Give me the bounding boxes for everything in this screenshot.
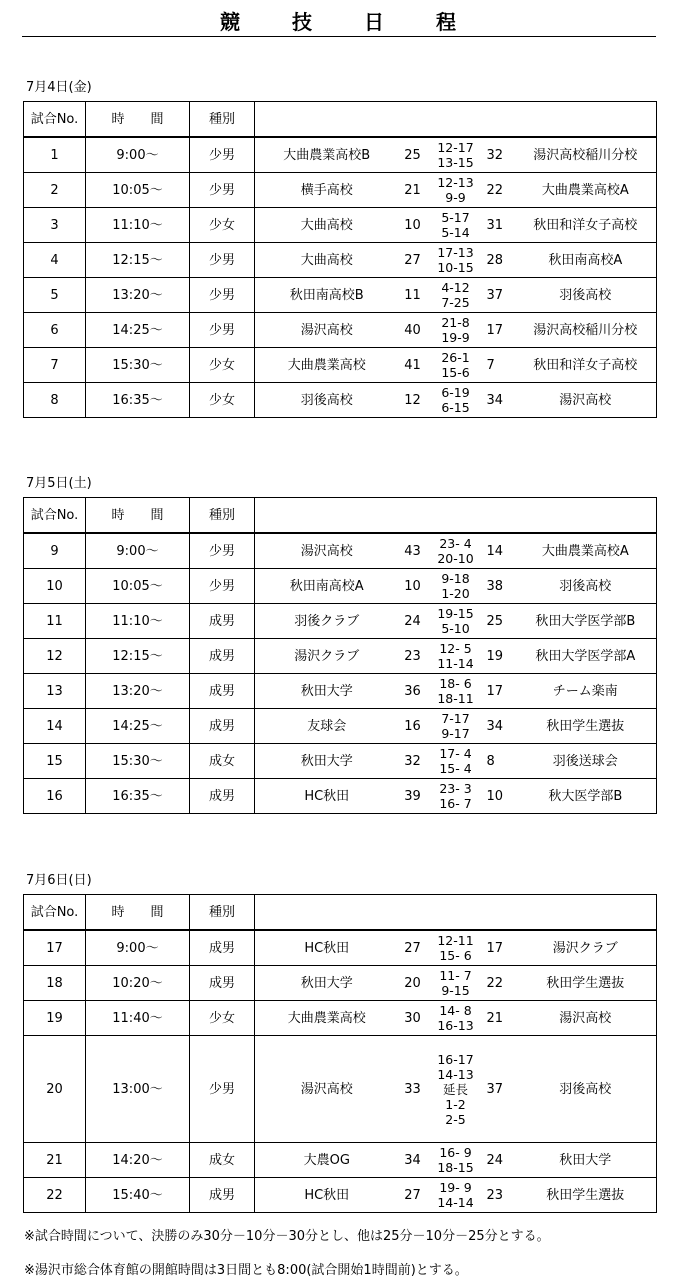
match-category: 成男 xyxy=(190,674,255,709)
score-right: 24 xyxy=(485,1143,515,1178)
score-right: 37 xyxy=(485,278,515,313)
set-scores xyxy=(427,709,485,744)
table-row xyxy=(24,533,657,569)
team-left: 湯沢高校 xyxy=(255,533,399,569)
team-right: 秋田和洋女子高校 xyxy=(515,348,657,383)
set-scores xyxy=(427,243,485,278)
set-score: 16-13 xyxy=(437,1018,474,1033)
table-row xyxy=(24,779,657,814)
day-label: 7月5日(土) xyxy=(26,476,92,491)
set-score: 1-20 xyxy=(441,586,470,601)
score-right: 22 xyxy=(485,173,515,208)
score-right: 17 xyxy=(485,313,515,348)
match-category: 少男 xyxy=(190,173,255,208)
page-title: 競 技 日 程 xyxy=(220,10,456,34)
title-underline xyxy=(22,36,656,37)
set-score: 2-5 xyxy=(445,1111,466,1127)
match-time: 14:25～ xyxy=(86,313,190,348)
team-left: 羽後高校 xyxy=(255,383,399,418)
match-no: 3 xyxy=(24,208,86,243)
score-right: 22 xyxy=(485,966,515,1001)
match-category: 少男 xyxy=(190,313,255,348)
table-row xyxy=(24,348,657,383)
set-score: 18-11 xyxy=(437,691,474,706)
team-right: 秋田学生選抜 xyxy=(515,1178,657,1213)
team-left: 大曲高校 xyxy=(255,243,399,278)
set-scores xyxy=(427,1036,485,1143)
col-category: 種別 xyxy=(190,102,255,138)
table-row xyxy=(24,1001,657,1036)
match-no: 4 xyxy=(24,243,86,278)
score-left: 25 xyxy=(399,137,427,173)
table-row xyxy=(24,639,657,674)
match-no: 19 xyxy=(24,1001,86,1036)
set-scores xyxy=(427,639,485,674)
col-match-no: 試合No. xyxy=(24,895,86,931)
col-time: 時 間 xyxy=(86,498,190,534)
schedule-table xyxy=(23,101,657,418)
set-score: 20-10 xyxy=(437,551,474,566)
score-right: 28 xyxy=(485,243,515,278)
match-no: 8 xyxy=(24,383,86,418)
set-score: 14-13 xyxy=(437,1066,474,1082)
match-time: 10:05～ xyxy=(86,173,190,208)
match-no: 16 xyxy=(24,779,86,814)
set-scores xyxy=(427,348,485,383)
team-left: 友球会 xyxy=(255,709,399,744)
match-time: 9:00～ xyxy=(86,137,190,173)
team-left: 湯沢高校 xyxy=(255,313,399,348)
team-left: 横手高校 xyxy=(255,173,399,208)
set-score: 9-9 xyxy=(445,190,466,205)
day-label: 7月6日(日) xyxy=(26,873,92,888)
set-score: 13-15 xyxy=(437,155,474,170)
score-left: 10 xyxy=(399,569,427,604)
set-score: 4-12 xyxy=(441,280,470,295)
score-left: 33 xyxy=(399,1036,427,1143)
match-category: 少男 xyxy=(190,137,255,173)
match-no: 14 xyxy=(24,709,86,744)
match-no: 1 xyxy=(24,137,86,173)
set-scores xyxy=(427,533,485,569)
col-result xyxy=(255,895,657,931)
set-scores xyxy=(427,208,485,243)
match-time: 14:20～ xyxy=(86,1143,190,1178)
set-score: 1-2 xyxy=(445,1096,466,1112)
score-left: 30 xyxy=(399,1001,427,1036)
set-score: 15- 6 xyxy=(439,948,472,963)
set-score: 16-17 xyxy=(437,1051,474,1067)
set-score: 15- 4 xyxy=(439,761,472,776)
match-category: 成男 xyxy=(190,779,255,814)
match-time: 13:00～ xyxy=(86,1036,190,1143)
set-score: 12- 5 xyxy=(439,641,472,656)
team-left: 秋田大学 xyxy=(255,744,399,779)
score-right: 32 xyxy=(485,137,515,173)
set-scores xyxy=(427,278,485,313)
score-left: 21 xyxy=(399,173,427,208)
header-row xyxy=(24,895,657,931)
match-category: 成男 xyxy=(190,930,255,966)
table-row xyxy=(24,930,657,966)
score-right: 34 xyxy=(485,709,515,744)
team-right: 湯沢高校稲川分校 xyxy=(515,137,657,173)
set-score: 12-17 xyxy=(437,140,474,155)
set-score: 延長 xyxy=(442,1081,468,1097)
col-result xyxy=(255,498,657,534)
set-score: 5-17 xyxy=(441,210,470,225)
table-row xyxy=(24,744,657,779)
team-right: 秋田和洋女子高校 xyxy=(515,208,657,243)
set-scores xyxy=(427,137,485,173)
team-left: 秋田大学 xyxy=(255,674,399,709)
team-right: 秋田大学医学部B xyxy=(515,604,657,639)
match-time: 15:30～ xyxy=(86,348,190,383)
table-row xyxy=(24,709,657,744)
match-time: 11:10～ xyxy=(86,208,190,243)
set-score: 9-15 xyxy=(441,983,470,998)
set-score: 19-9 xyxy=(441,330,470,345)
score-right: 37 xyxy=(485,1036,515,1143)
set-score: 11-14 xyxy=(437,656,474,671)
set-score: 21-8 xyxy=(441,315,470,330)
header-row xyxy=(24,102,657,138)
match-category: 成男 xyxy=(190,639,255,674)
score-right: 31 xyxy=(485,208,515,243)
set-scores xyxy=(427,569,485,604)
set-score: 23- 3 xyxy=(439,781,472,796)
team-right: 湯沢クラブ xyxy=(515,930,657,966)
set-score: 23- 4 xyxy=(439,536,472,551)
match-category: 少男 xyxy=(190,1036,255,1143)
table-row xyxy=(24,569,657,604)
team-left: HC秋田 xyxy=(255,930,399,966)
table-row xyxy=(24,1178,657,1213)
set-score: 6-19 xyxy=(441,385,470,400)
match-category: 少女 xyxy=(190,348,255,383)
set-score: 17- 4 xyxy=(439,746,472,761)
match-time: 11:40～ xyxy=(86,1001,190,1036)
score-left: 20 xyxy=(399,966,427,1001)
score-left: 41 xyxy=(399,348,427,383)
team-left: 大曲農業高校B xyxy=(255,137,399,173)
match-time: 16:35～ xyxy=(86,779,190,814)
set-scores xyxy=(427,966,485,1001)
team-left: 秋田大学 xyxy=(255,966,399,1001)
set-scores xyxy=(427,1178,485,1213)
set-score: 7-25 xyxy=(441,295,470,310)
match-time: 9:00～ xyxy=(86,533,190,569)
match-no: 15 xyxy=(24,744,86,779)
team-left: 湯沢クラブ xyxy=(255,639,399,674)
col-time: 時 間 xyxy=(86,895,190,931)
score-left: 36 xyxy=(399,674,427,709)
set-score: 17-13 xyxy=(437,245,474,260)
match-no: 2 xyxy=(24,173,86,208)
set-scores xyxy=(427,1143,485,1178)
score-left: 27 xyxy=(399,243,427,278)
score-left: 23 xyxy=(399,639,427,674)
set-score: 15-6 xyxy=(441,365,470,380)
set-score: 16- 7 xyxy=(439,796,472,811)
score-left: 39 xyxy=(399,779,427,814)
table-row xyxy=(24,966,657,1001)
team-right: 羽後高校 xyxy=(515,569,657,604)
score-right: 23 xyxy=(485,1178,515,1213)
table-row xyxy=(24,313,657,348)
set-scores xyxy=(427,744,485,779)
score-right: 34 xyxy=(485,383,515,418)
set-scores xyxy=(427,674,485,709)
set-score: 9-17 xyxy=(441,726,470,741)
set-score: 19- 9 xyxy=(439,1180,472,1195)
match-no: 6 xyxy=(24,313,86,348)
match-no: 7 xyxy=(24,348,86,383)
team-right: 秋大医学部B xyxy=(515,779,657,814)
match-category: 成男 xyxy=(190,966,255,1001)
score-right: 19 xyxy=(485,639,515,674)
set-score: 7-17 xyxy=(441,711,470,726)
team-right: 羽後送球会 xyxy=(515,744,657,779)
score-right: 38 xyxy=(485,569,515,604)
score-left: 27 xyxy=(399,1178,427,1213)
set-scores xyxy=(427,930,485,966)
col-result xyxy=(255,102,657,138)
match-no: 9 xyxy=(24,533,86,569)
match-time: 16:35～ xyxy=(86,383,190,418)
score-left: 10 xyxy=(399,208,427,243)
match-no: 20 xyxy=(24,1036,86,1143)
col-category: 種別 xyxy=(190,895,255,931)
match-category: 少男 xyxy=(190,533,255,569)
set-scores xyxy=(427,313,485,348)
team-right: 湯沢高校 xyxy=(515,383,657,418)
match-time: 11:10～ xyxy=(86,604,190,639)
match-category: 成女 xyxy=(190,1143,255,1178)
score-right: 21 xyxy=(485,1001,515,1036)
team-left: 大農OG xyxy=(255,1143,399,1178)
match-no: 11 xyxy=(24,604,86,639)
team-left: 大曲農業高校 xyxy=(255,348,399,383)
set-score: 6-15 xyxy=(441,400,470,415)
team-right: 秋田大学医学部A xyxy=(515,639,657,674)
match-time: 9:00～ xyxy=(86,930,190,966)
team-left: 大曲農業高校 xyxy=(255,1001,399,1036)
col-time: 時 間 xyxy=(86,102,190,138)
col-match-no: 試合No. xyxy=(24,102,86,138)
table-row xyxy=(24,604,657,639)
set-score: 26-1 xyxy=(441,350,470,365)
team-left: 大曲高校 xyxy=(255,208,399,243)
team-right: 湯沢高校稲川分校 xyxy=(515,313,657,348)
match-category: 成男 xyxy=(190,709,255,744)
table-row xyxy=(24,243,657,278)
set-score: 18- 6 xyxy=(439,676,472,691)
set-score: 5-10 xyxy=(441,621,470,636)
team-right: 秋田学生選抜 xyxy=(515,709,657,744)
match-no: 21 xyxy=(24,1143,86,1178)
match-no: 18 xyxy=(24,966,86,1001)
table-row xyxy=(24,278,657,313)
match-time: 10:05～ xyxy=(86,569,190,604)
match-no: 13 xyxy=(24,674,86,709)
header-row xyxy=(24,498,657,534)
col-category: 種別 xyxy=(190,498,255,534)
schedule-table xyxy=(23,894,657,1213)
team-right: 大曲農業高校A xyxy=(515,533,657,569)
table-row xyxy=(24,674,657,709)
set-scores xyxy=(427,383,485,418)
team-left: 秋田南高校B xyxy=(255,278,399,313)
set-scores xyxy=(427,604,485,639)
match-time: 15:30～ xyxy=(86,744,190,779)
match-no: 10 xyxy=(24,569,86,604)
match-category: 成男 xyxy=(190,1178,255,1213)
match-category: 少男 xyxy=(190,278,255,313)
note-opening-time: ※湯沢市総合体育館の開館時間は3日間とも8:00(試合開始1時間前)とする。 xyxy=(24,1263,468,1278)
schedule-table xyxy=(23,497,657,814)
match-category: 少男 xyxy=(190,569,255,604)
set-score: 19-15 xyxy=(437,606,474,621)
score-right: 25 xyxy=(485,604,515,639)
match-no: 12 xyxy=(24,639,86,674)
set-score: 16- 9 xyxy=(439,1145,472,1160)
team-right: チーム楽南 xyxy=(515,674,657,709)
team-left: 秋田南高校A xyxy=(255,569,399,604)
set-score: 11- 7 xyxy=(439,968,472,983)
table-row xyxy=(24,1036,657,1143)
set-score: 14- 8 xyxy=(439,1003,472,1018)
match-category: 成女 xyxy=(190,744,255,779)
table-row xyxy=(24,137,657,173)
match-category: 少男 xyxy=(190,243,255,278)
team-left: 羽後クラブ xyxy=(255,604,399,639)
team-right: 羽後高校 xyxy=(515,1036,657,1143)
match-category: 少女 xyxy=(190,1001,255,1036)
score-right: 7 xyxy=(485,348,515,383)
score-left: 34 xyxy=(399,1143,427,1178)
match-category: 少女 xyxy=(190,383,255,418)
score-left: 24 xyxy=(399,604,427,639)
match-time: 13:20～ xyxy=(86,674,190,709)
set-score: 12-11 xyxy=(437,933,474,948)
match-no: 17 xyxy=(24,930,86,966)
team-left: HC秋田 xyxy=(255,1178,399,1213)
team-right: 秋田学生選抜 xyxy=(515,966,657,1001)
table-row xyxy=(24,1143,657,1178)
team-left: HC秋田 xyxy=(255,779,399,814)
match-time: 14:25～ xyxy=(86,709,190,744)
table-row xyxy=(24,173,657,208)
team-right: 大曲農業高校A xyxy=(515,173,657,208)
score-right: 10 xyxy=(485,779,515,814)
score-right: 14 xyxy=(485,533,515,569)
score-right: 17 xyxy=(485,930,515,966)
match-category: 少女 xyxy=(190,208,255,243)
match-no: 5 xyxy=(24,278,86,313)
team-right: 羽後高校 xyxy=(515,278,657,313)
score-left: 43 xyxy=(399,533,427,569)
score-left: 12 xyxy=(399,383,427,418)
set-score: 10-15 xyxy=(437,260,474,275)
table-row xyxy=(24,208,657,243)
set-score: 5-14 xyxy=(441,225,470,240)
match-time: 12:15～ xyxy=(86,639,190,674)
set-scores xyxy=(427,1001,485,1036)
team-right: 秋田南高校A xyxy=(515,243,657,278)
score-left: 40 xyxy=(399,313,427,348)
team-right: 湯沢高校 xyxy=(515,1001,657,1036)
score-left: 11 xyxy=(399,278,427,313)
score-right: 8 xyxy=(485,744,515,779)
match-time: 13:20～ xyxy=(86,278,190,313)
score-left: 32 xyxy=(399,744,427,779)
match-time: 15:40～ xyxy=(86,1178,190,1213)
set-score: 14-14 xyxy=(437,1195,474,1210)
col-match-no: 試合No. xyxy=(24,498,86,534)
score-right: 17 xyxy=(485,674,515,709)
set-score: 12-13 xyxy=(437,175,474,190)
set-scores xyxy=(427,173,485,208)
note-match-time: ※試合時間について、決勝のみ30分－10分－30分とし、他は25分－10分－25分とする。 xyxy=(24,1229,550,1244)
set-score: 18-15 xyxy=(437,1160,474,1175)
match-no: 22 xyxy=(24,1178,86,1213)
team-right: 秋田大学 xyxy=(515,1143,657,1178)
score-left: 27 xyxy=(399,930,427,966)
team-left: 湯沢高校 xyxy=(255,1036,399,1143)
match-time: 10:20～ xyxy=(86,966,190,1001)
set-score: 9-18 xyxy=(441,571,470,586)
table-row xyxy=(24,383,657,418)
match-time: 12:15～ xyxy=(86,243,190,278)
set-scores xyxy=(427,779,485,814)
match-category: 成男 xyxy=(190,604,255,639)
score-left: 16 xyxy=(399,709,427,744)
day-label: 7月4日(金) xyxy=(26,80,92,95)
